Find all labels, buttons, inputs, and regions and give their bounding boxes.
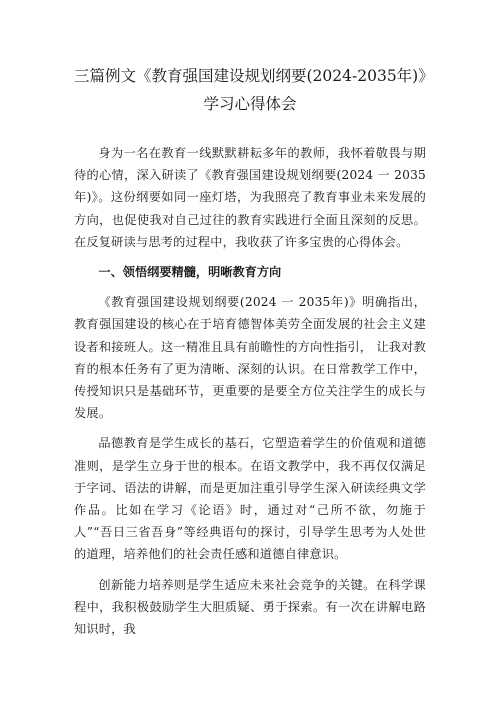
section1-paragraph-2: 品德教育是学生成长的基石，它塑造着学生的价值观和道德准则，是学生立身于世的根本。在语文教学中，我不再仅仅满足于字词、语法的讲解，而是更加注重引导学生深入研读经典文学作品。比如在学习《论语》时，通过对“己所不欲，勿施于人”“吾日三省吾身”等经典语句的探讨，引导学生思考为人处世的道理，培养他们的社会责任感和道德自律意识。 — [74, 436, 426, 562]
section1-paragraph-3: 创新能力培养则是学生适应未来社会竞争的关键。在科学课程中，我积极鼓励学生大胆质疑、勇于探索。有一次在讲解电路知识时，我 — [74, 577, 426, 637]
section-heading-1: 一、领悟纲要精髓，明晰教育方向 — [98, 265, 282, 280]
title-line-1: 三篇例文《教育强国建设规划纲要(2024-2035年)》 — [74, 67, 434, 85]
section1-paragraph-1: 《教育强国建设规划纲要(2024 一 2035年)》明确指出， 教育强国建设的核心在于培育德智体美劳全面发展的社会主义建设者和接班人。这一精准且具有前瞻性的方向性指引， 让我对教育的根本任务有了更为清晰、深刻的认识。在日常教学工作中，传授知识只是基础环节，更重要的是要全方位关注学生的成长与发展。 — [74, 295, 426, 421]
document-title — [74, 62, 434, 118]
title-line-2: 学习心得体会 — [203, 95, 297, 113]
intro-paragraph: 身为一名在教育一线默默耕耘多年的教师，我怀着敬畏与期待的心情，深入研读了《教育强国建设规划纲要(2024 一 2035年)》。这份纲要如同一座灯塔，为我照亮了教育事业未来发展的方向，也促使我对自己过往的教育实践进行全面且深刻的反思。在反复研读与思考的过程中，我收获了许多宝贵的心得体会。 — [74, 146, 426, 249]
